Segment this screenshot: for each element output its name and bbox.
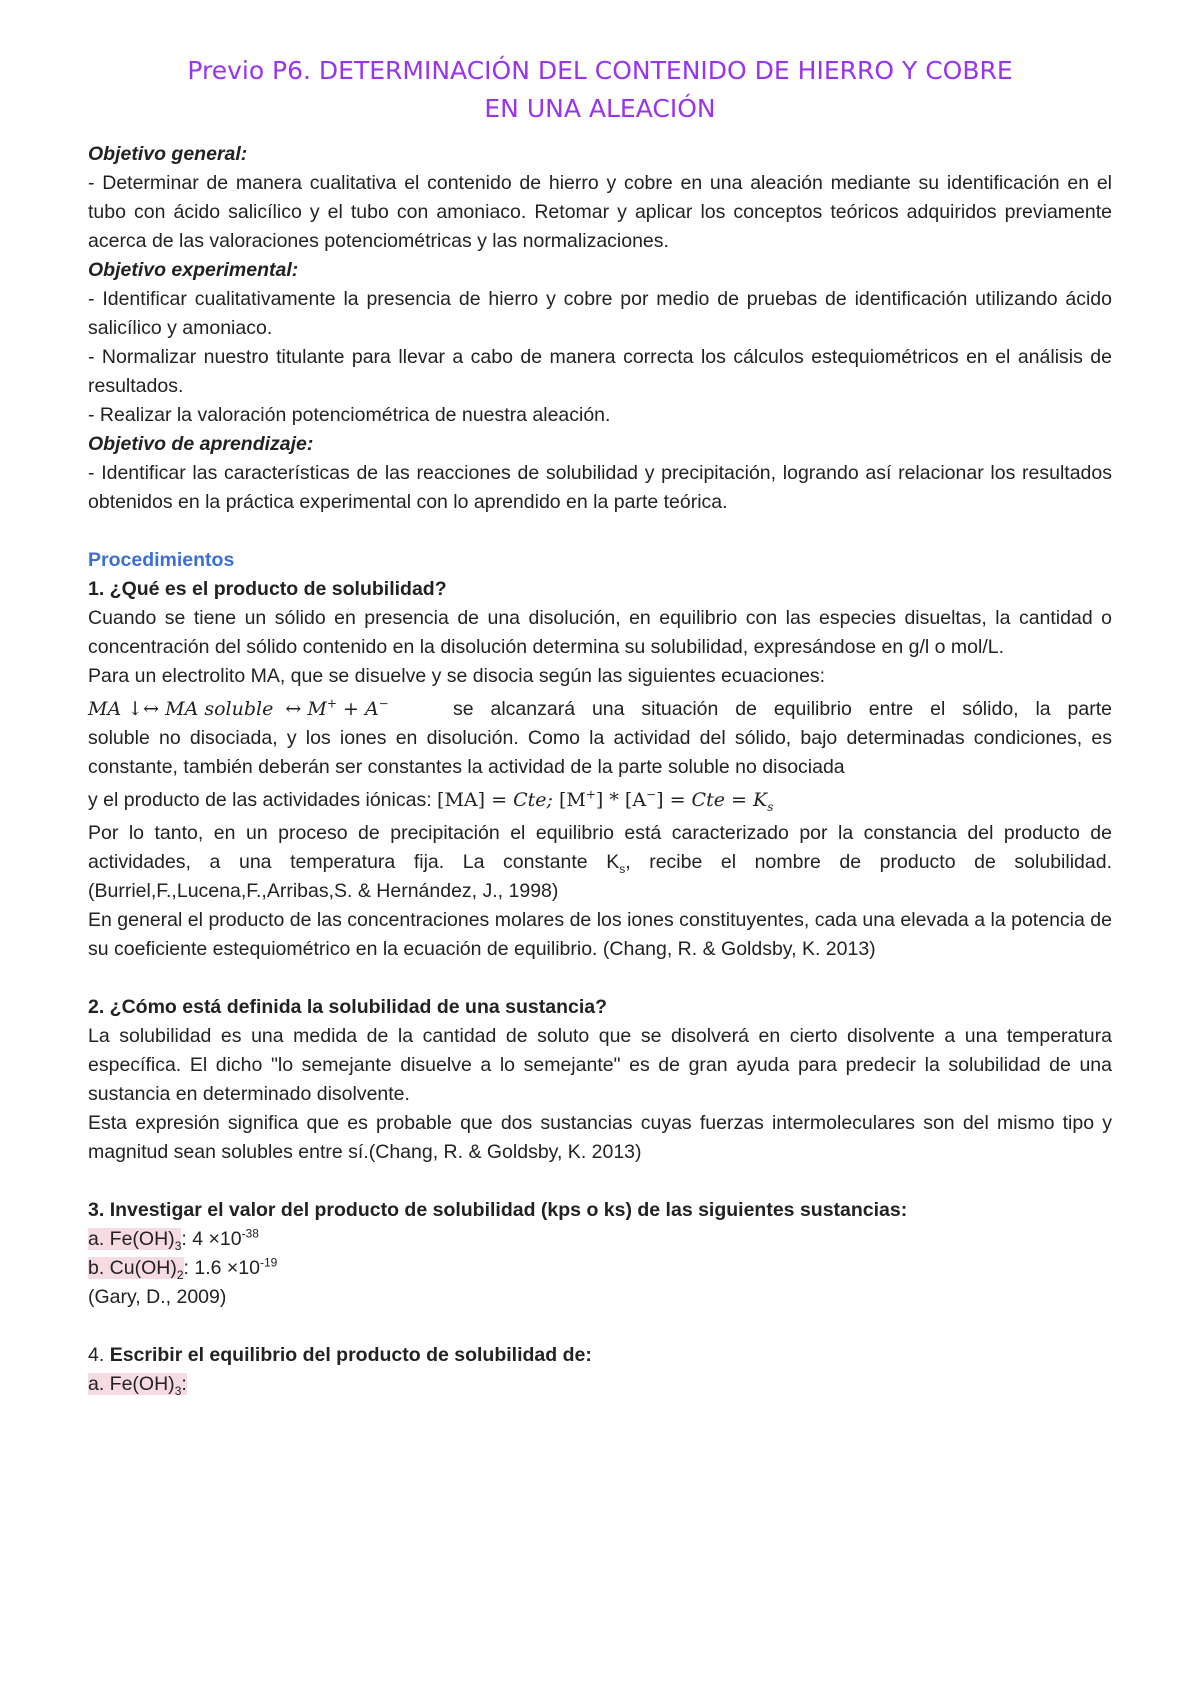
answer-fe-oh3: a. $Fe(OH)_3$: $4 \times 10^{-38}$ <box>88 1226 259 1253</box>
question-3-title: 3. Investigar el valor del producto de solubilidad (kps o ks) de las siguientes sustancias: <box>88 1199 908 1221</box>
objective-experimental-heading: Objetivo experimental: <box>88 259 299 281</box>
objective-experimental-item: - Realizar la valoración potenciométrica de nuestra aleación. <box>88 404 611 426</box>
question-1-paragraph: Por lo tanto, en un proceso de precipitación el equilibrio está caracterizado por la constancia del producto de actividades, a una temperatura fija. La constante $K_s$, recibe el nombre de producto de solubilidad.(Burriel,F.,Lucena,F.,Arribas,S. & Hernández, J., 1998) <box>88 822 1112 902</box>
objective-experimental-item: - Normalizar nuestro titulante para llevar a cabo de manera correcta los cálculos estequiométricos en el análisis de resultados. <box>88 346 1112 397</box>
title-line-1: Previo P6. DETERMINACIÓN DEL CONTENIDO DE HIERRO Y COBRE <box>187 56 1013 85</box>
question-2-paragraph: Esta expresión significa que es probable que dos sustancias cuyas fuerzas intermoleculares son del mismo tipo y magnitud sean solubles entre sí.(Chang, R. & Goldsby, K. 2013) <box>88 1112 1112 1163</box>
answer-cu-oh2: b. $Cu(OH)_2$: $1.6 \times 10^{-19}$ <box>88 1255 278 1282</box>
dissociation-equation: MA ↓↔ MA soluble ↔ M+ + A− <box>88 696 389 720</box>
procedures-heading: Procedimientos <box>88 549 235 571</box>
objective-general-text: - Determinar de manera cualitativa el contenido de hierro y cobre en una aleación mediante su identificación en el tubo con ácido salicílico y el tubo con amoniaco. Retomar y aplicar los conceptos teóricos adquiridos previamente acerca de las valoraciones potenciométricas y las normalizaciones. <box>88 172 1112 252</box>
objective-experimental-item: - Identificar cualitativamente la presencia de hierro y cobre por medio de pruebas de identificación utilizando ácido salicílico y amoniaco. <box>88 288 1112 339</box>
question-1-paragraph: Cuando se tiene un sólido en presencia de una disolución, en equilibrio con las especies disueltas, la cantidad o concentración del sólido contenido en la disolución determina su solubilidad, expresándose en g/l o mol/L. <box>88 607 1112 658</box>
ionic-activity-line: y el producto de las actividades iónicas: [MA] = Cte; [M+] * [A−] = Cte = $K_s$ <box>88 787 774 814</box>
equilibrium-text-first: se alcanzará una situación de equilibrio entre el sólido, la parte <box>453 698 1112 720</box>
objective-learning-heading: Objetivo de aprendizaje: <box>88 433 314 455</box>
dissociation-equation-line <box>88 695 1112 724</box>
highlighted-label: a. $Fe(OH)_3$ <box>88 1228 182 1253</box>
objective-general-heading: Objetivo general: <box>88 143 248 165</box>
answer-4a <box>88 1370 1112 1399</box>
question-3-reference: (Gary, D., 2009) <box>88 1286 227 1308</box>
highlighted-label: b. $Cu(OH)_2$ <box>88 1257 184 1282</box>
equilibrium-text: soluble no disociada, y los iones en disolución. Como la actividad del sólido, bajo determinadas condiciones, es constante, también deberán ser constantes la actividad de la parte soluble no disociada <box>88 727 1112 778</box>
document-title <box>88 52 1112 128</box>
question-2-title: 2. ¿Cómo está definida la solubilidad de una sustancia? <box>88 996 608 1018</box>
objective-learning-text: - Identificar las características de las reacciones de solubilidad y precipitación, logrando así relacionar los resultados obtenidos en la práctica experimental con lo aprendido en la parte teórica. <box>88 462 1112 513</box>
question-1-paragraph: Para un electrolito MA, que se disuelve y se disocia según las siguientes ecuaciones: <box>88 665 826 687</box>
title-line-2: EN UNA ALEACIÓN <box>484 94 716 123</box>
activity-product-equation: [MA] = Cte; [M+] * [A−] = Cte = $K_s$ <box>437 787 774 814</box>
question-1-paragraph: En general el producto de las concentraciones molares de los iones constituyentes, cada una elevada a la potencia de su coeficiente estequiométrico en la ecuación de equilibrio. (Chang, R. & Goldsby, K. 2013) <box>88 909 1112 960</box>
question-1-title: 1. ¿Qué es el producto de solubilidad? <box>88 578 447 600</box>
question-4-title: 4. Escribir el equilibrio del producto de solubilidad de: <box>88 1344 592 1366</box>
question-2-paragraph: La solubilidad es una medida de la cantidad de soluto que se disolverá en cierto disolvente a una temperatura específica. El dicho "lo semejante disuelve a lo semejante" es de gran ayuda para predecir la solubilidad de una sustancia en determinado disolvente. <box>88 1025 1112 1105</box>
highlighted-label: a. $Fe(OH)_3$: <box>88 1373 187 1398</box>
